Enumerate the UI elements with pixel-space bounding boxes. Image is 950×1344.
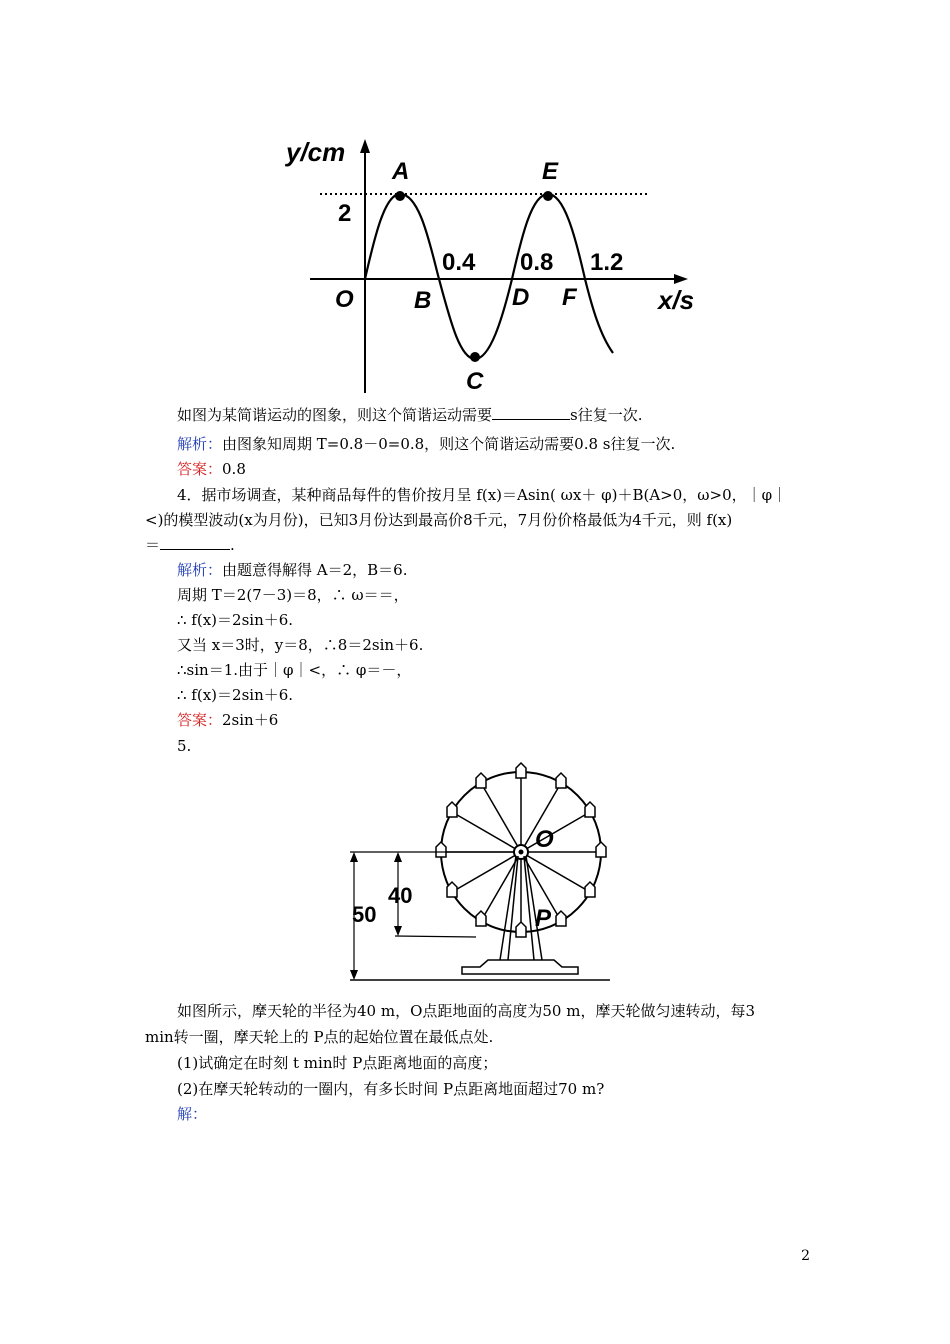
q3-answer-label: 答案： (177, 460, 223, 478)
point-p-label: P (535, 905, 552, 932)
q4-step2: 周期 T＝2(7－3)＝8，∴ ω＝＝， (177, 586, 409, 604)
q4-answer-label: 答案： (177, 711, 223, 729)
point-e-label: E (542, 158, 559, 185)
x-axis-label: x/s (658, 285, 695, 315)
q4-line1: 4．据市场调查，某种商品每件的售价按月呈 f(x)＝Asin( ωx＋ φ)＋B(A>0，ω>0，｜φ｜ (177, 486, 788, 504)
dim-50-arrow-top (350, 852, 358, 862)
q4-step3: ∴ f(x)＝2sin＋6. (177, 611, 294, 629)
shm-graph (280, 135, 700, 400)
q4-analysis-label: 解析： (177, 561, 223, 579)
wheel-base (462, 960, 578, 974)
point-a-dot (395, 191, 405, 201)
page-number: 2 (801, 1248, 810, 1264)
q4-step4: 又当 x＝3时，y＝8，∴8＝2sin＋6. (177, 636, 424, 654)
q4-line2: <)的模型波动(x为月份)，已知3月份达到最高价8千元，7月份价格最低为4千元，则 f(x) (145, 511, 733, 529)
height-50-label: 50 (352, 902, 377, 927)
q5-solution-label: 解： (177, 1105, 208, 1123)
tick-label-0-8: 0.8 (520, 249, 554, 276)
center-o-label: O (535, 826, 554, 853)
origin-label: O (335, 286, 354, 313)
q4-line3: ＝ . (145, 536, 235, 554)
wheel-hub-center (519, 850, 524, 855)
p-height-line (395, 936, 476, 937)
q4-step6: ∴ f(x)＝2sin＋6. (177, 686, 294, 704)
q3-question: 如图为某简谐运动的图象，则这个简谐运动需要 s往复一次. (177, 406, 643, 424)
point-d-label: D (512, 284, 530, 311)
dim-40-arrow-bottom (394, 926, 402, 936)
q3-answer-blank (492, 405, 570, 420)
q3-answer: 答案：0.8 (177, 460, 246, 478)
tick-label-0-4: 0.4 (442, 249, 476, 276)
q5-number: 5. (177, 737, 192, 755)
q4-answer: 答案：2sin＋6 (177, 711, 279, 729)
sine-curve (365, 194, 613, 359)
q3-analysis-label: 解析： (177, 435, 223, 453)
q5-part2: (2)在摩天轮转动的一圈内，有多长时间 P点距离地面超过70 m? (177, 1080, 605, 1098)
point-b-label: B (414, 287, 432, 314)
q5-line1: 如图所示，摩天轮的半径为40 m，O点距地面的高度为50 m，摩天轮做匀速转动，每3 (177, 1002, 756, 1020)
amplitude-label: 2 (338, 200, 352, 227)
q4-step5: ∴sin＝1.由于｜φ｜<，∴ φ＝－， (177, 661, 412, 679)
point-c-label: C (466, 368, 484, 395)
q5-part1: (1)试确定在时刻 t min时 P点距离地面的高度； (177, 1054, 498, 1072)
y-axis-label: y/cm (286, 137, 346, 167)
point-e-dot (543, 191, 553, 201)
q4-analysis: 解析：由题意得解得 A＝2，B＝6. (177, 561, 408, 579)
point-a-label: A (392, 158, 410, 185)
q5-line2: min转一圈，摩天轮上的 P点的起始位置在最低点处. (145, 1028, 494, 1046)
dim-50-arrow-bottom (350, 970, 358, 980)
dim-40-arrow-top (394, 852, 402, 862)
point-f-label: F (562, 284, 577, 311)
y-axis-arrow (360, 139, 370, 153)
x-axis-arrow (674, 274, 688, 284)
tick-label-1-2: 1.2 (590, 249, 624, 276)
point-c-dot (470, 352, 480, 362)
q4-answer-blank (160, 535, 230, 550)
q3-analysis: 解析：由图象知周期 T=0.8－0=0.8，则这个简谐运动需要0.8 s往复一次. (177, 435, 676, 453)
ferris-wheel-figure (340, 760, 620, 985)
height-40-label: 40 (388, 883, 413, 908)
